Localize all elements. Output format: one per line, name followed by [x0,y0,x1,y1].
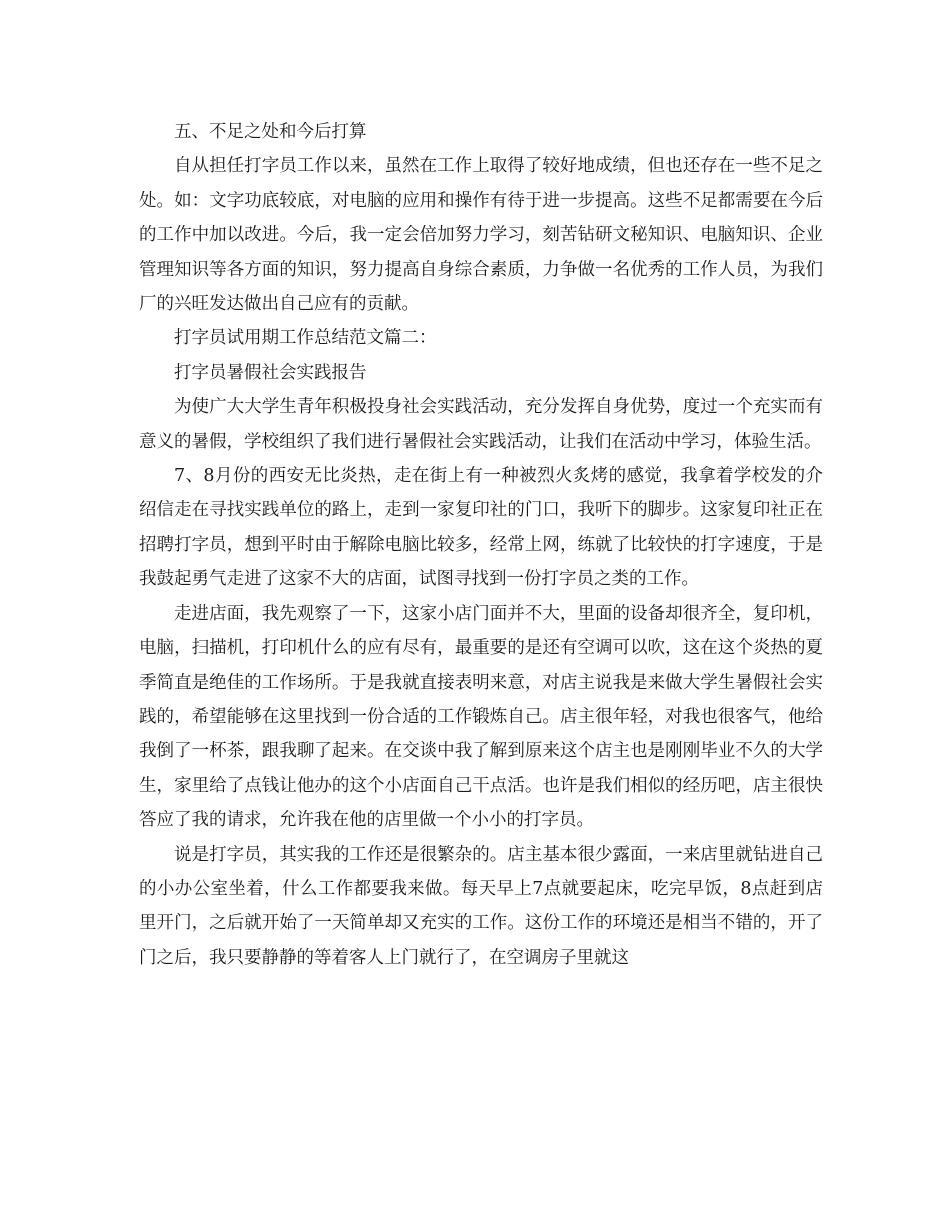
document-body [139,115,823,975]
body-paragraph: 为使广大大学生青年积极投身社会实践活动，充分发挥自身优势，度过一个充实而有意义的暑假，学校组织了我们进行暑假社会实践活动，让我们在活动中学习，体验生活。 [139,397,823,452]
body-paragraph: 走进店面，我先观察了一下，这家小店门面并不大，里面的设备却很齐全，复印机，电脑，扫描机，打印机什么的应有尽有，最重要的是还有空调可以吹，这在这个炎热的夏季简直是绝佳的工作场所。于是我就直接表明来意，对店主说我是来做大学生暑假社会实践的，希望能够在这里找到一份合适的工作锻炼自己。店主很年轻，对我也很客气，他给我倒了一杯茶，跟我聊了起来。在交谈中我了解到原来这个店主也是刚刚毕业不久的大学生，家里给了点钱让他办的这个小店面自己干点活。也许是我们相似的经历吧，店主很快答应了我的请求，允许我在他的店里做一个小小的打字员。 [139,603,823,831]
section-heading: 五、不足之处和今后打算 [174,122,367,142]
body-paragraph: 说是打字员，其实我的工作还是很繁杂的。店主基本很少露面，一来店里就钻进自己的小办公室坐着，什么工作都要我来做。每天早上7点就要起床，吃完早饭，8点赶到店里开门，之后就开始了一天简单却又充实的工作。这份工作的环境还是相当不错的，开了门之后，我只要静静的等着客人上门就行了，在空调房子里就这 [139,844,823,968]
article-subtitle: 打字员试用期工作总结范文篇二： [174,328,437,349]
body-paragraph: 自从担任打字员工作以来，虽然在工作上取得了较好地成绩，但也还存在一些不足之处。如：文字功底较底，对电脑的应用和操作有待于进一步提高。这些不足都需要在今后的工作中加以改进。今后，我一定会倍加努力学习，刻苦钻研文秘知识、电脑知识、企业管理知识等各方面的知识，努力提高自身综合素质，力争做一名优秀的工作人员，为我们厂的兴旺发达做出自己应有的贡献。 [139,156,823,315]
report-title: 打字员暑假社会实践报告 [174,362,367,383]
body-paragraph: 7、8月份的西安无比炎热，走在街上有一种被烈火炙烤的感觉，我拿着学校发的介绍信走在寻找实践单位的路上，走到一家复印社的门口，我听下的脚步。这家复印社正在招聘打字员，想到平时由于解除电脑比较多，经常上网，练就了比较快的打字速度，于是我鼓起勇气走进了这家不大的店面，试图寻找到一份打字员之类的工作。 [139,466,823,590]
